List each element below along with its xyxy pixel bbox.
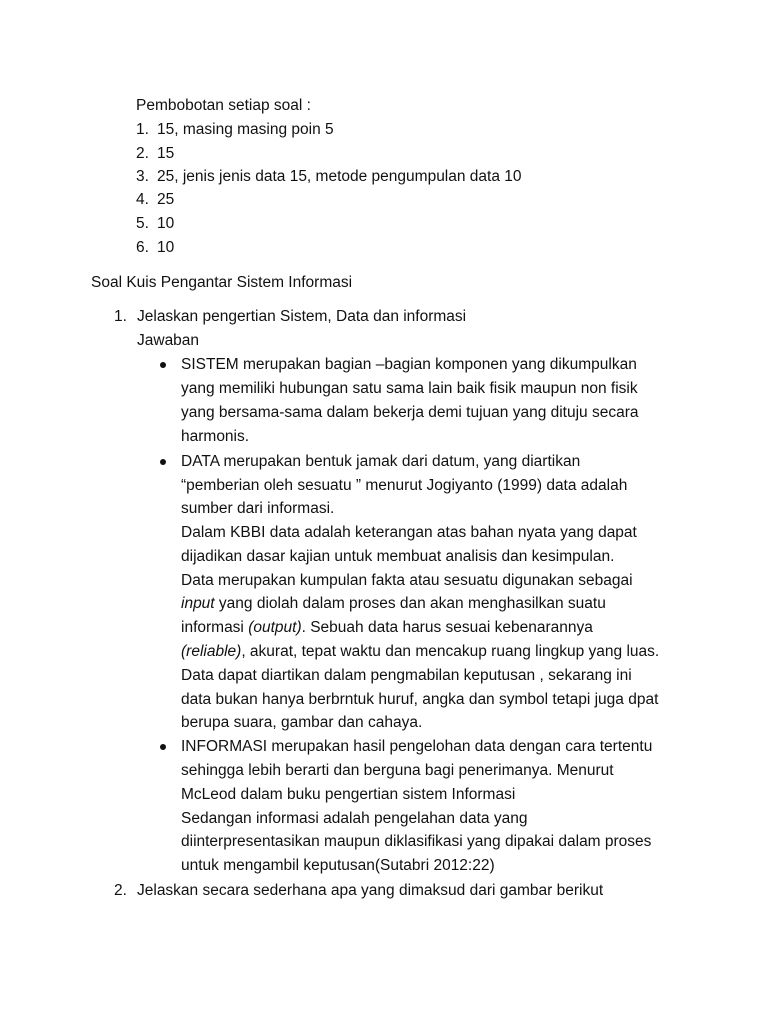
paragraph-line	[181, 594, 606, 614]
paragraph-line: Sedangan informasi adalah pengelahan data yang	[181, 810, 528, 827]
text-run: , akurat, tepat waktu dan mencakup ruang lingkup yang luas.	[241, 643, 660, 660]
paragraph-line: McLeod dalam buku pengertian sistem Informasi	[181, 786, 516, 803]
paragraph-line: Dalam KBBI data adalah keterangan atas bahan nyata yang dapat	[181, 524, 637, 541]
paragraph-line: INFORMASI merupakan hasil pengelohan data dengan cara tertentu	[181, 738, 653, 755]
paragraph-line: SISTEM merupakan bagian –bagian komponen yang dikumpulkan	[181, 356, 637, 373]
list-number: 1.	[136, 121, 149, 138]
list-item: 15	[157, 145, 175, 162]
list-item: 25	[157, 191, 175, 208]
bullet-icon	[160, 362, 166, 368]
paragraph-line: data bukan hanya berbrntuk huruf, angka dan symbol tetapi juga dpat	[181, 691, 659, 708]
paragraph-line: Data merupakan kumpulan fakta atau sesuatu digunakan sebagai	[181, 572, 633, 589]
text-run: . Sebuah data harus sesuai kebenarannya	[301, 619, 593, 636]
paragraph-line: “pemberian oleh sesuatu ” menurut Jogiyanto (1999) data adalah	[181, 477, 628, 494]
paragraph-line: DATA merupakan bentuk jamak dari datum, yang diartikan	[181, 453, 581, 470]
list-item: 25, jenis jenis data 15, metode pengumpulan data 10	[157, 168, 522, 185]
question-number: 2.	[114, 882, 127, 899]
weights-heading: Pembobotan setiap soal :	[136, 97, 311, 114]
list-number: 6.	[136, 239, 149, 256]
paragraph-line: untuk mengambil keputusan(Sutabri 2012:22)	[181, 857, 495, 874]
question-text: Jelaskan pengertian Sistem, Data dan informasi	[137, 308, 467, 325]
bullet-icon	[160, 459, 166, 465]
paragraph-line: Data dapat diartikan dalam pengmabilan keputusan , sekarang ini	[181, 667, 632, 684]
bullet-icon	[160, 744, 166, 750]
list-number: 2.	[136, 145, 149, 162]
italic-term: input	[181, 595, 215, 612]
quiz-title: Soal Kuis Pengantar Sistem Informasi	[91, 274, 353, 291]
paragraph-line: berupa suara, gambar dan cahaya.	[181, 714, 423, 731]
list-item: 15, masing masing poin 5	[157, 121, 334, 138]
list-number: 3.	[136, 168, 149, 185]
question-number: 1.	[114, 308, 127, 325]
paragraph-line: sehingga lebih berarti dan berguna bagi penerimanya. Menurut	[181, 762, 614, 779]
paragraph-line	[181, 618, 593, 638]
question-text: Jelaskan secara sederhana apa yang dimaksud dari gambar berikut	[137, 882, 604, 899]
list-number: 5.	[136, 215, 149, 232]
paragraph-line: harmonis.	[181, 428, 250, 445]
italic-term: (reliable)	[181, 643, 242, 660]
italic-term: (output)	[248, 619, 302, 636]
text-run: informasi	[181, 619, 249, 636]
paragraph-line: dijadikan dasar kajian untuk membuat analisis dan kesimpulan.	[181, 548, 615, 565]
answer-label: Jawaban	[137, 332, 200, 349]
list-number: 4.	[136, 191, 149, 208]
list-item: 10	[157, 239, 175, 256]
list-item: 10	[157, 215, 175, 232]
paragraph-line: sumber dari informasi.	[181, 500, 335, 517]
text-run: yang diolah dalam proses dan akan menghasilkan suatu	[214, 595, 606, 612]
paragraph-line	[181, 642, 659, 662]
paragraph-line: diinterpresentasikan maupun diklasifikasi yang dipakai dalam proses	[181, 833, 652, 850]
paragraph-line: yang bersama-sama dalam bekerja demi tujuan yang dituju secara	[181, 404, 639, 421]
paragraph-line: yang memiliki hubungan satu sama lain baik fisik maupun non fisik	[181, 380, 638, 397]
